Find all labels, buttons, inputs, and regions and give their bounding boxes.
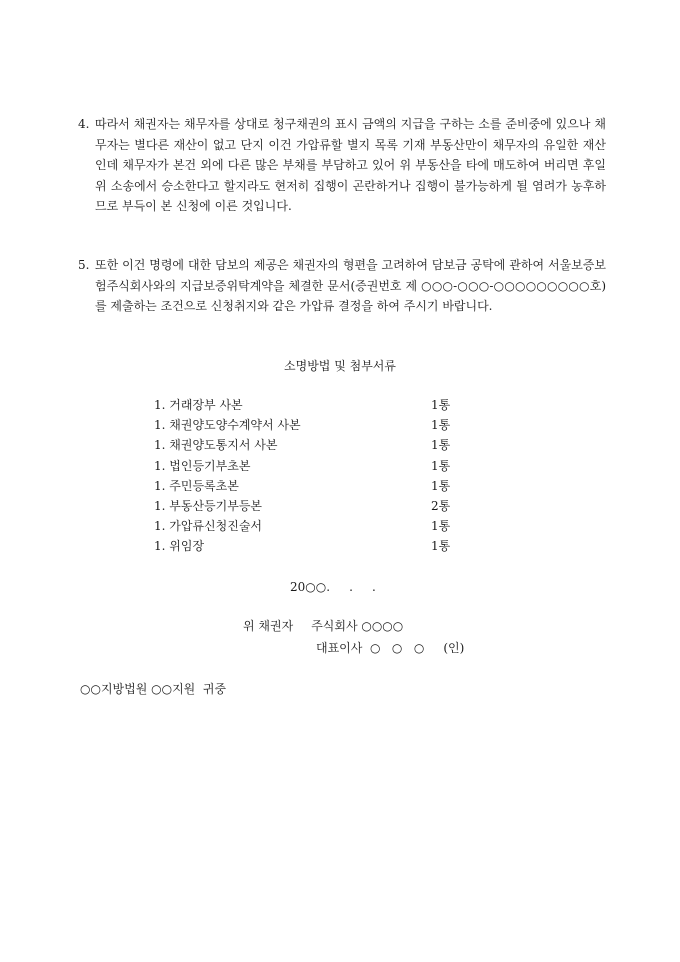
attachment-name: 1. 위임장 [154, 539, 205, 554]
attachment-count: 1통 [431, 478, 451, 493]
attachment-name: 1. 채권양도양수계약서 사본 [154, 418, 301, 433]
attachment-count: 1통 [431, 398, 451, 412]
list-item [154, 496, 474, 516]
attachment-name: 1. 채권양도통지서 사본 [154, 438, 278, 453]
paragraph-text: 또한 이건 명령에 대한 담보의 제공은 채권자의 형편을 고려하여 담보금 공탁에 관하여 서울보증보험주식회사와의 지급보증위탁계약을 체결한 문서(증권번호 제 ○○○-○○○-○○○○○○○○○호)를 제출하는 조건으로 신청취지와 같은 가압류 결정을 하여 주시기 바랍니다. [95, 258, 606, 313]
attachment-name: 1. 부동산등기부등본 [154, 498, 263, 513]
paragraph-5 [78, 255, 606, 317]
representative-line: 대표이사 ○ ○ ○ (인) [316, 641, 465, 655]
list-item [154, 536, 474, 556]
attachment-name: 1. 주민등록초본 [154, 478, 239, 493]
signature-line [243, 617, 403, 634]
list-item [154, 435, 474, 455]
list-item [154, 476, 474, 496]
attachment-count: 1통 [431, 458, 451, 473]
attachment-count: 1통 [431, 438, 451, 453]
addressee: ○○지방법원 ○○지원 귀중 [80, 682, 227, 696]
attachments-list [154, 395, 474, 557]
attachment-name: 1. 가압류신청진술서 [154, 519, 263, 534]
paragraph-number: 4. [78, 117, 90, 131]
paragraph-4 [78, 114, 606, 217]
list-item [154, 415, 474, 435]
attachment-count: 1통 [431, 539, 451, 554]
paragraph-text: 따라서 채권자는 채무자를 상대로 청구채권의 표시 금액의 지급을 구하는 소를 준비중에 있으나 채무자는 별다른 재산이 없고 단지 이건 가압류할 별지 목록 기재 부동산만이 채무자의 유일한 재산인데 채무자가 본건 외에 다른 많은 부채를 부담하고 있어 위 부동산을 타에 매도하여 버리면 후일 위 소송에서 승소한다고 할지라도 현저히 집행이 곤란하거나 집행이 불가능하게 될 염려가 농후하므로 부득이 본 신청에 이른 것입니다. [95, 117, 606, 213]
document-date: 20○○. . . [290, 580, 376, 594]
attachment-count: 2통 [431, 498, 451, 513]
attachment-count: 1통 [431, 519, 451, 534]
list-item [154, 395, 474, 415]
list-item [154, 516, 474, 536]
company-name: 주식회사 ○○○○ [311, 619, 404, 633]
attachments-heading: 소명방법 및 첨부서류 [284, 359, 396, 373]
list-item [154, 456, 474, 476]
attachment-name: 1. 거래장부 사본 [154, 398, 243, 412]
paragraph-number: 5. [78, 258, 90, 272]
attachment-name: 1. 법인등기부초본 [154, 458, 251, 473]
attachment-count: 1통 [431, 418, 451, 433]
creditor-role: 위 채권자 [243, 619, 294, 633]
